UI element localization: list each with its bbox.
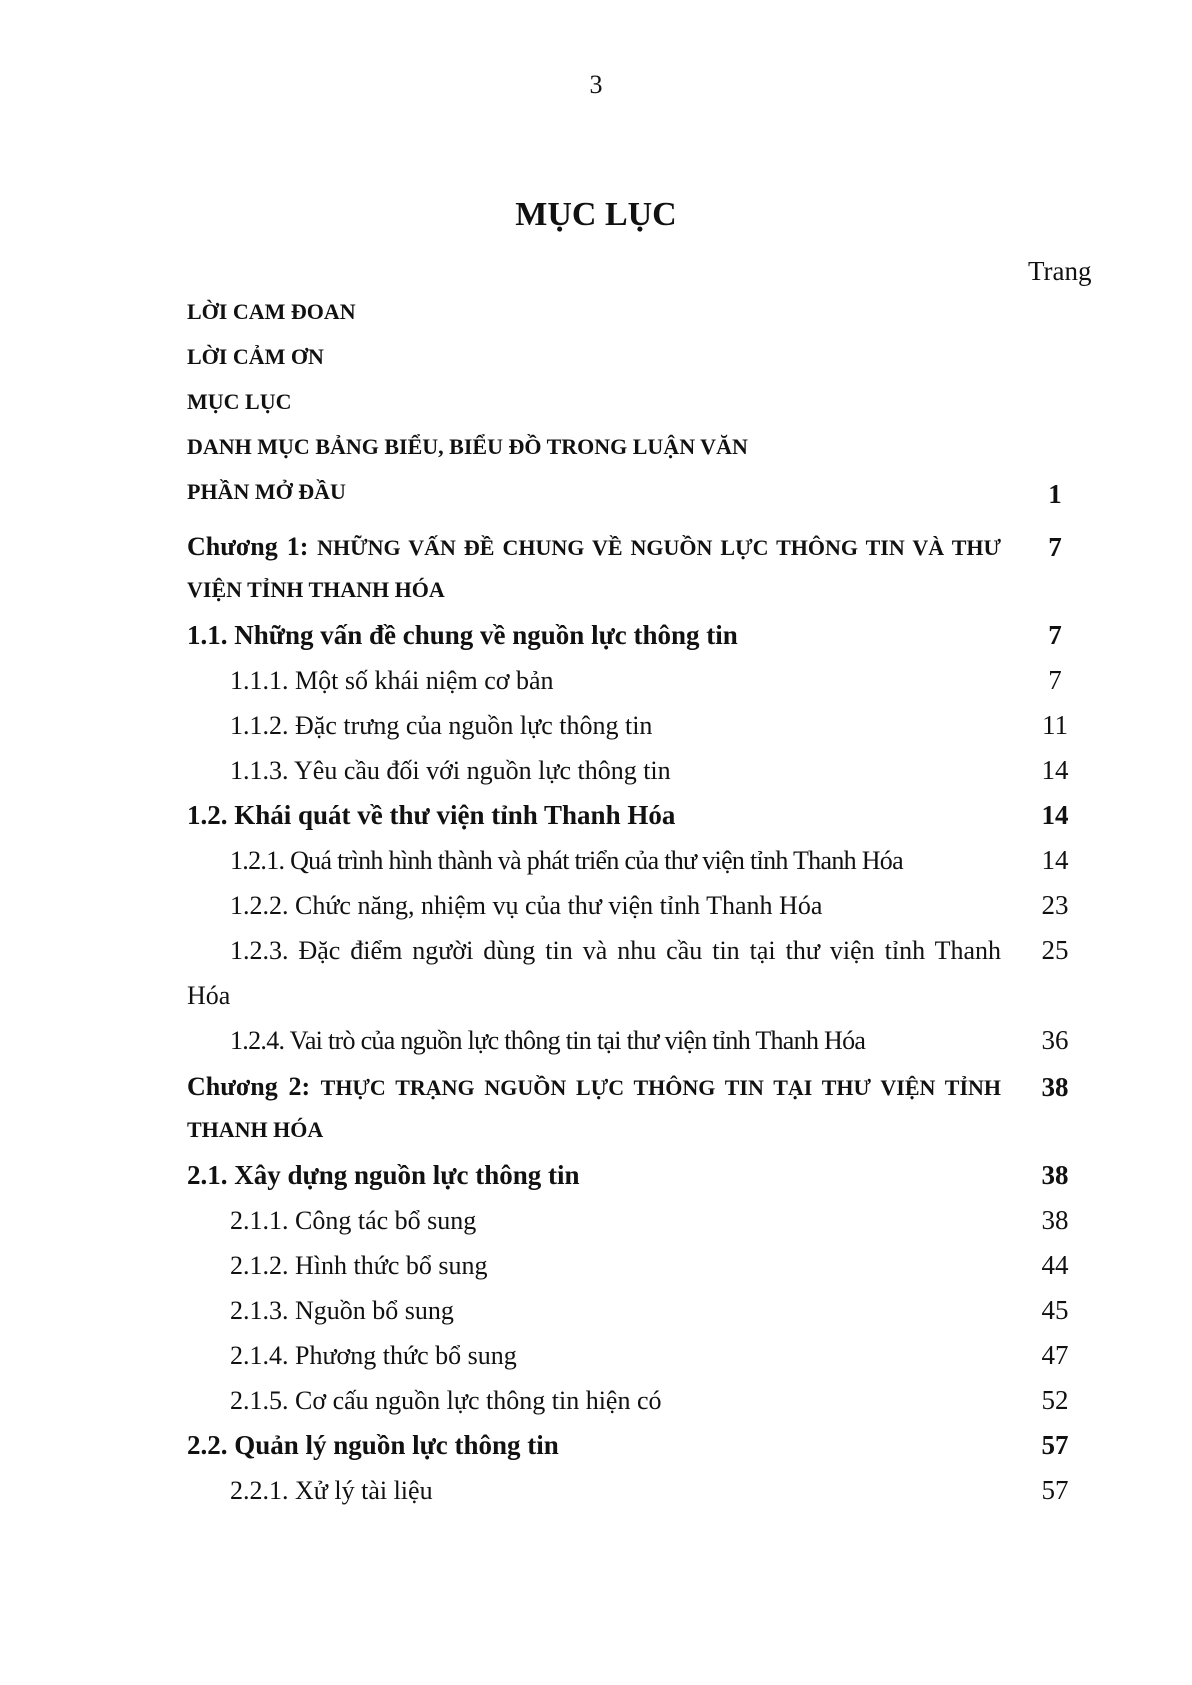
toc-entry-2-1-1[interactable] [187,1198,1097,1243]
toc-entry-section-1-2[interactable] [187,793,1097,838]
toc-entry-chapter-2[interactable] [187,1066,1097,1151]
toc-entry-page: 14 [1041,755,1069,785]
toc-entry-text: 1.1.2. Đặc trưng của nguồn lực thông tin [230,711,653,740]
toc-entry-text: LỜI CAM ĐOAN [187,299,356,324]
toc-entry-text [187,526,1001,611]
toc-entry-page: 38 [1041,1160,1069,1190]
table-of-contents [187,298,1097,1513]
toc-entry-text: 2.1. Xây dựng nguồn lực thông tin [187,1160,580,1190]
toc-entry-2-2-1[interactable] [187,1468,1097,1513]
toc-entry-page: 23 [1041,890,1069,920]
toc-entry-1-2-3[interactable] [187,928,1097,1018]
toc-entry-page: 7 [1048,620,1062,650]
toc-entry-page: 44 [1041,1250,1069,1280]
chapter-prefix: Chương 1: [187,532,309,561]
toc-entry-page: 7 [1048,665,1062,695]
toc-entry-text: 1.2.4. Vai trò của nguồn lực thông tin tại thư viện tỉnh Thanh Hóa [230,1026,866,1055]
toc-entry-page: 14 [1041,845,1069,875]
toc-entry-text: 2.1.1. Công tác bổ sung [230,1206,477,1235]
toc-entry-text: 2.1.4. Phương thức bổ sung [230,1341,517,1370]
toc-entry-1-2-2[interactable] [187,883,1097,928]
toc-entry-text: 2.1.3. Nguồn bổ sung [230,1296,454,1325]
toc-entry-text: MỤC LỤC [187,389,292,414]
toc-entry-text: 1.2. Khái quát về thư viện tỉnh Thanh Hóa [187,800,676,830]
page-number: 3 [589,70,603,99]
toc-entry-2-1-5[interactable] [187,1378,1097,1423]
toc-entry-loi-cam-on[interactable] [187,343,1097,388]
chapter-title: NHỮNG VẤN ĐỀ CHUNG VỀ NGUỒN LỰC THÔNG TIN VÀ THƯ VIỆN TỈNH THANH HÓA [187,535,1002,602]
toc-entry-text: 2.2. Quản lý nguồn lực thông tin [187,1430,559,1460]
toc-entry-1-1-3[interactable] [187,748,1097,793]
toc-entry-2-1-3[interactable] [187,1288,1097,1333]
toc-entry-text: 1.1. Những vấn đề chung về nguồn lực thông tin [187,620,738,650]
toc-entry-page: 57 [1041,1475,1069,1505]
toc-entry-text: DANH MỤC BẢNG BIỂU, BIỂU ĐỒ TRONG LUẬN VĂN [187,434,748,459]
toc-title: MỤC LỤC [515,196,677,233]
toc-entry-page: 45 [1041,1295,1069,1325]
toc-entry-phan-mo-dau[interactable] [187,478,1097,523]
toc-entry-1-2-1[interactable] [187,838,1097,883]
toc-entry-danh-muc[interactable] [187,433,1097,478]
toc-entry-page: 36 [1041,1025,1069,1055]
toc-entry-page: 14 [1041,800,1069,830]
toc-entry-page: 25 [1041,935,1069,965]
toc-entry-text: 1.2.3. Đặc điểm người dùng tin và nhu cầu tin tại thư viện tỉnh Thanh Hóa [187,936,1001,1010]
toc-entry-text: 2.2.1. Xử lý tài liệu [230,1476,433,1505]
toc-entry-text: 1.2.1. Quá trình hình thành và phát triển của thư viện tỉnh Thanh Hóa [230,846,903,875]
toc-entry-text [187,1066,1001,1151]
toc-entry-2-1-4[interactable] [187,1333,1097,1378]
toc-entry-page: 57 [1041,1430,1069,1460]
toc-entry-2-1-2[interactable] [187,1243,1097,1288]
toc-entry-1-2-4[interactable] [187,1018,1097,1063]
toc-entry-section-1-1[interactable] [187,613,1097,658]
page-column-header: Trang [1028,256,1092,286]
toc-entry-section-2-2[interactable] [187,1423,1097,1468]
toc-entry-page: 11 [1042,710,1068,740]
toc-entry-1-1-1[interactable] [187,658,1097,703]
toc-entry-text: LỜI CẢM ƠN [187,344,324,369]
toc-entry-text: 1.1.1. Một số khái niệm cơ bản [230,666,554,695]
toc-entry-text: 2.1.5. Cơ cấu nguồn lực thông tin hiện có [230,1386,662,1415]
toc-entry-text: PHẦN MỞ ĐẦU [187,479,346,504]
toc-entry-page: 52 [1041,1385,1069,1415]
toc-entry-text: 2.1.2. Hình thức bổ sung [230,1251,488,1280]
chapter-prefix: Chương 2: [187,1072,311,1101]
toc-entry-page: 7 [1048,532,1062,562]
toc-entry-chapter-1[interactable] [187,526,1097,611]
toc-entry-page: 47 [1041,1340,1069,1370]
toc-entry-loi-cam-doan[interactable] [187,298,1097,343]
toc-entry-text: 1.2.2. Chức năng, nhiệm vụ của thư viện tỉnh Thanh Hóa [230,891,823,920]
toc-entry-page: 38 [1041,1205,1069,1235]
chapter-title: THỰC TRẠNG NGUỒN LỰC THÔNG TIN TẠI THƯ VIỆN TỈNH THANH HÓA [187,1075,1002,1142]
toc-entry-muc-luc[interactable] [187,388,1097,433]
toc-entry-text: 1.1.3. Yêu cầu đối với nguồn lực thông tin [230,756,671,785]
toc-entry-1-1-2[interactable] [187,703,1097,748]
toc-entry-section-2-1[interactable] [187,1153,1097,1198]
toc-entry-page: 38 [1041,1072,1069,1102]
toc-entry-page: 1 [1048,479,1062,509]
